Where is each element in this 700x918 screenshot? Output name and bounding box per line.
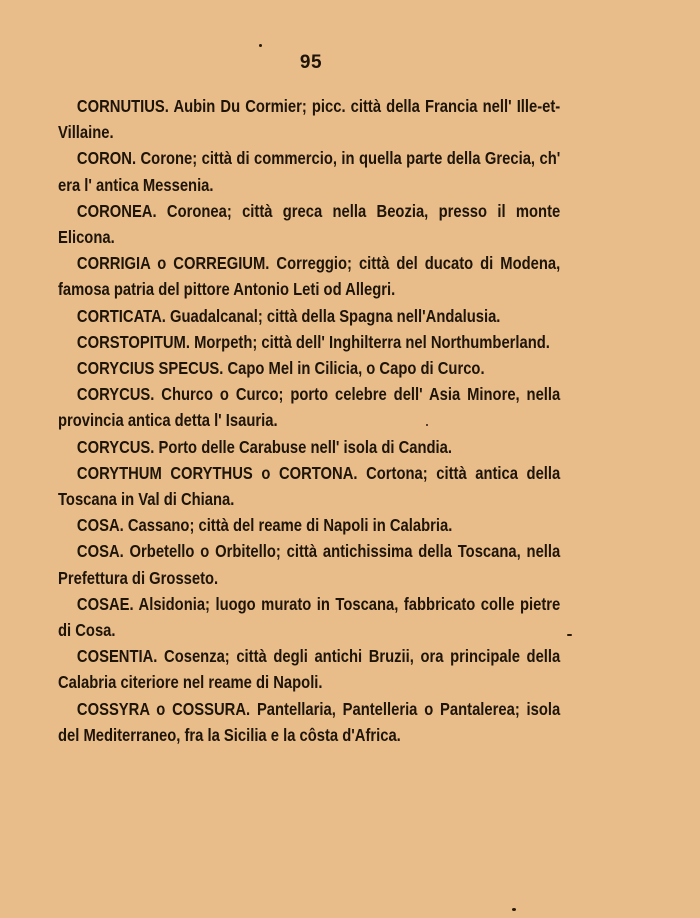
entry-corycius-specus: CORYCIUS SPECUS. Capo Mel in Cilicia, o Capo di Curco. xyxy=(76,358,485,379)
ink-speck xyxy=(512,908,516,911)
entry-corrigia: CORRIGIA o CORREGIUM. Correggio; città del ducato di Modena, famosa patria del pittore Antonio Leti od Allegri. xyxy=(58,253,561,300)
entry-corycus-asia: CORYCUS. Churco o Curco; porto celebre dell' Asia Minore, nella provincia antica detta l' Isauria. xyxy=(58,384,561,431)
entry-corstopitum: CORSTOPITUM. Morpeth; città dell' Inghilterra nel Northumberland. xyxy=(76,331,550,352)
ink-speck xyxy=(259,44,262,47)
dictionary-entries xyxy=(58,93,560,748)
ink-speck xyxy=(426,424,428,426)
entry-coronea: CORONEA. Coronea; città greca nella Beozia, presso il monte Elicona. xyxy=(58,200,561,248)
entry-corticata: CORTICATA. Guadalcanal; città della Spagna nell'Andalusia. xyxy=(76,305,501,326)
entry-cosa-orbetello: COSA. Orbetello o Orbitello; città antichissima della Toscana, nella Prefettura di Grosseto. xyxy=(58,541,561,588)
entry-corythum: CORYTHUM CORYTHUS o CORTONA. Cortona; città antica della Toscana in Val di Chiana. xyxy=(58,462,561,510)
entry-corycus-candia: CORYCUS. Porto delle Carabuse nell' isola di Candia. xyxy=(76,436,452,457)
entry-cosa-cassano: COSA. Cassano; città del reame di Napoli in Calabria. xyxy=(76,515,453,536)
ink-speck xyxy=(567,634,572,636)
entry-cosae: COSAE. Alsidonia; luogo murato in Toscana, fabbricato colle pietre di Cosa. xyxy=(58,593,561,641)
page-number: 95 xyxy=(299,52,323,73)
entry-cosentia: COSENTIA. Cosenza; città degli antichi Bruzii, ora principale della Calabria citeriore nel reame di Napoli. xyxy=(58,646,561,693)
entry-coron: CORON. Corone; città di commercio, in quella parte della Grecia, ch' era l' antica Messenia. xyxy=(58,148,561,195)
entry-cornutius: CORNUTIUS. Aubin Du Cormier; picc. città della Francia nell' Ille-et-Villaine. xyxy=(58,96,561,143)
entry-cossyra: COSSYRA o COSSURA. Pantellaria, Pantelleria o Pantalerea; isola del Mediterraneo, fra la Sicilia e la côsta d'Africa. xyxy=(58,698,561,745)
